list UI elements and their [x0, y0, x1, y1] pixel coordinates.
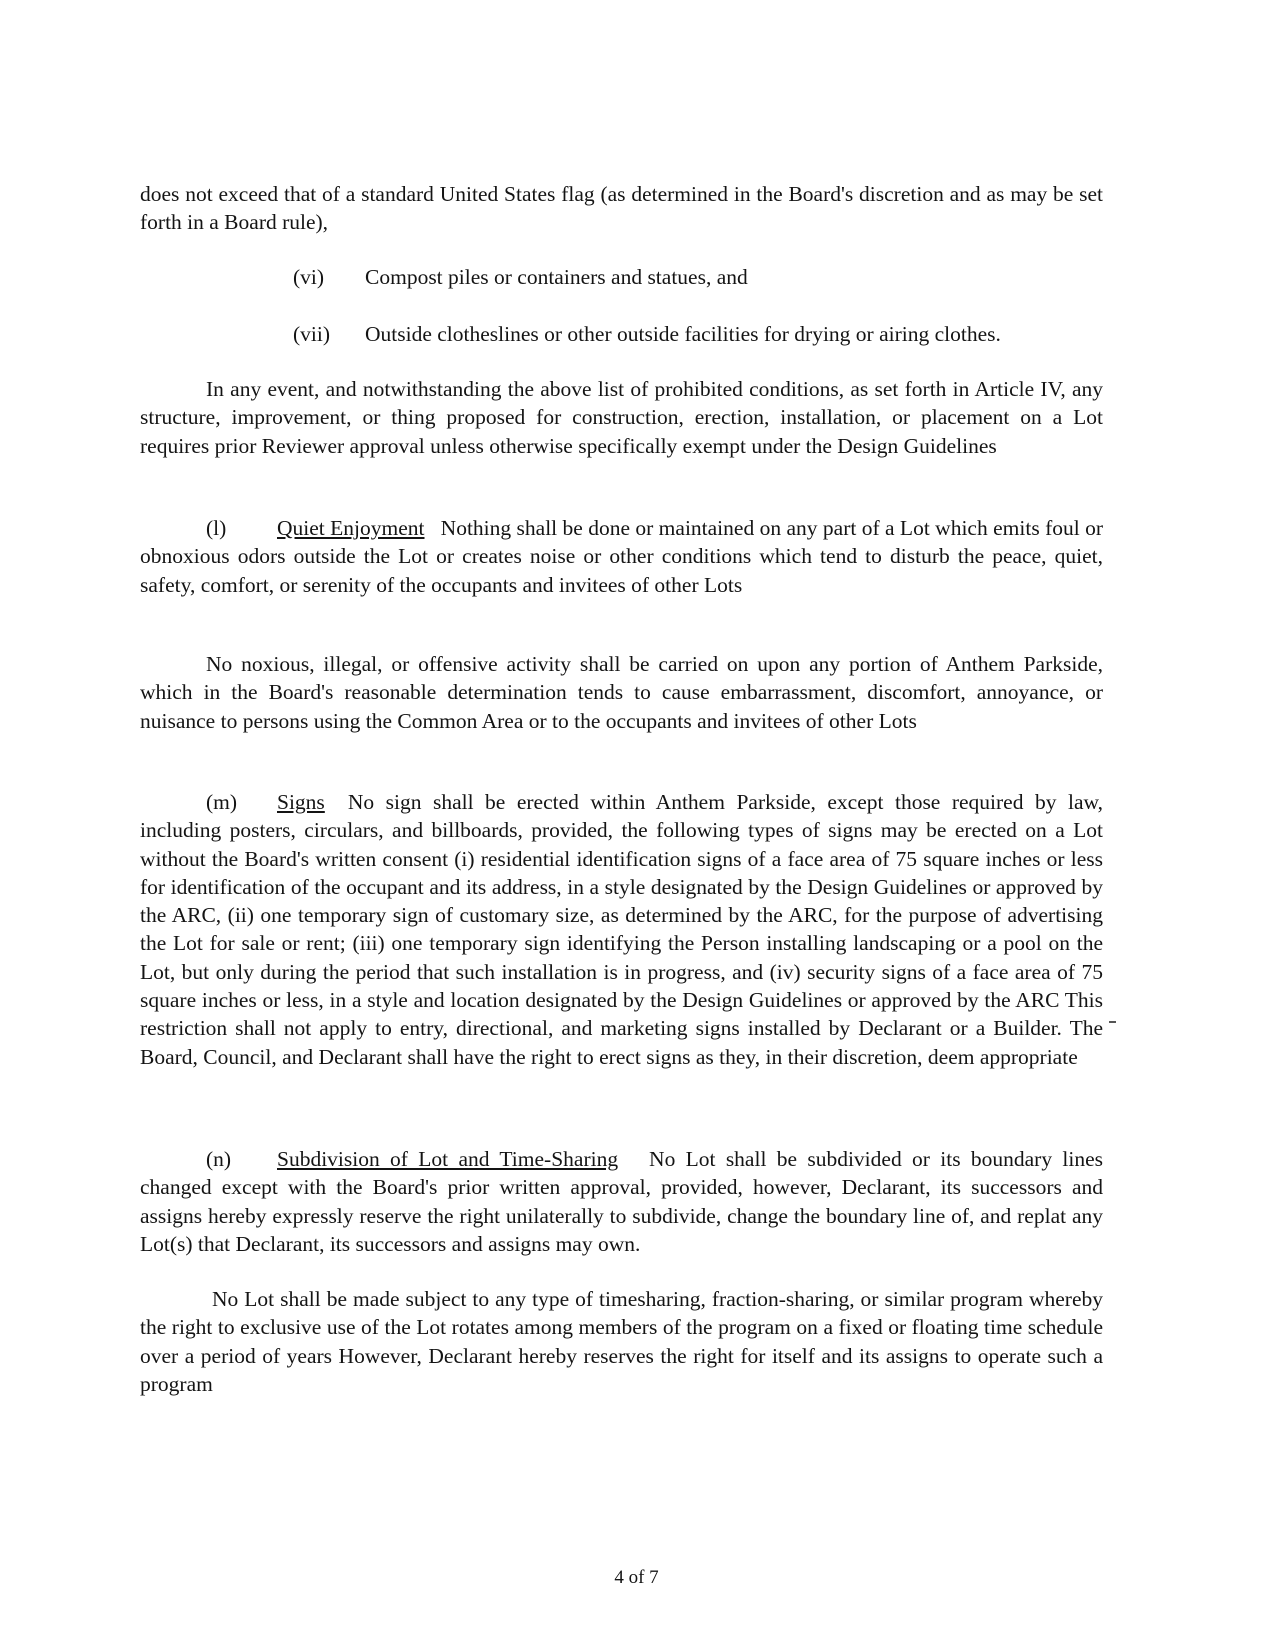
list-item-vi [293, 263, 748, 291]
page-number: 4 of 7 [614, 1567, 659, 1588]
section-n-subdivision [140, 1145, 1103, 1258]
section-l-number: (l) [206, 516, 227, 540]
section-n-text: No Lot shall be subdivided or its boundary lines changed except with the Board's prior written approval, provided, however, Declarant, its successors and assigns hereby expressly reserve the right unilaterally to subdivide, change the boundary line of, and replat any Lot(s) that Declarant, its successors and assigns may own. [140, 1147, 1104, 1256]
paragraph-any-event: In any event, and notwithstanding the above list of prohibited conditions, as set forth in Article IV, any structure, improvement, or thing proposed for construction, erection, installation, or placement on a Lot requires prior Reviewer approval unless otherwise specifically exempt under the Design Guidelines [140, 377, 1103, 458]
section-m-heading: Signs [277, 790, 325, 814]
paragraph-flag-continuation: does not exceed that of a standard United States flag (as determined in the Board's discretion and as may be set forth in a Board rule), [140, 182, 1103, 235]
list-item-vii [293, 320, 1001, 348]
list-item-vii-number: (vii) [293, 322, 331, 346]
paragraph-timesharing: No Lot shall be made subject to any type of timesharing, fraction-sharing, or similar program whereby the right to exclusive use of the Lot rotates among members of the program on a fixed or floating time schedule over a period of years However, Declarant hereby reserves the right for itself and its assigns to operate such a program [140, 1287, 1103, 1396]
section-m-text: No sign shall be erected within Anthem Parkside, except those required by law, including posters, circulars, and billboards, provided, the following types of signs may be erected on a Lot without the Board's written consent (i) residential identification signs of a face area of 75 square inches or less for identification of the occupant and its address, in a style designated by the Design Guidelines or approved by the ARC, (ii) one temporary sign of customary size, as determined by the ARC, for the purpose of advertising the Lot for sale or rent; (iii) one temporary sign identifying the Person installing landscaping or a pool on the Lot, but only during the period that such installation is in progress, and (iv) security signs of a face area of 75 square inches or less, in a style and location designated by the Design Guidelines or approved by the ARC This restriction shall not apply to entry, directional, and marketing signs installed by Declarant or a Builder. The Board, Council, and Declarant shall have the right to erect signs as they, in their discretion, deem appropriate [140, 790, 1104, 1069]
section-n-number: (n) [206, 1147, 232, 1171]
margin-mark [1109, 1021, 1116, 1023]
section-l-quiet-enjoyment [140, 514, 1103, 599]
section-l-text: Nothing shall be done or maintained on any part of a Lot which emits foul or obnoxious odors outside the Lot or creates noise or other conditions which tend to disturb the peace, quiet, safety, comfort, or serenity of the occupants and invitees of other Lots [140, 516, 1103, 597]
section-n-heading: Subdivision of Lot and Time-Sharing [277, 1147, 619, 1171]
list-item-vii-text: Outside clotheslines or other outside facilities for drying or airing clothes. [365, 322, 1001, 346]
section-m-signs [140, 788, 1103, 1071]
list-item-vi-number: (vi) [293, 265, 325, 289]
paragraph-noxious: No noxious, illegal, or offensive activity shall be carried on upon any portion of Anthem Parkside, which in the Board's reasonable determination tends to cause embarrassment, discomfort, annoyance, or nuisance to persons using the Common Area or to the occupants and invitees of other Lots [140, 652, 1103, 733]
section-m-number: (m) [206, 790, 238, 814]
section-l-heading: Quiet Enjoyment [277, 516, 425, 540]
list-item-vi-text: Compost piles or containers and statues, and [365, 265, 748, 289]
